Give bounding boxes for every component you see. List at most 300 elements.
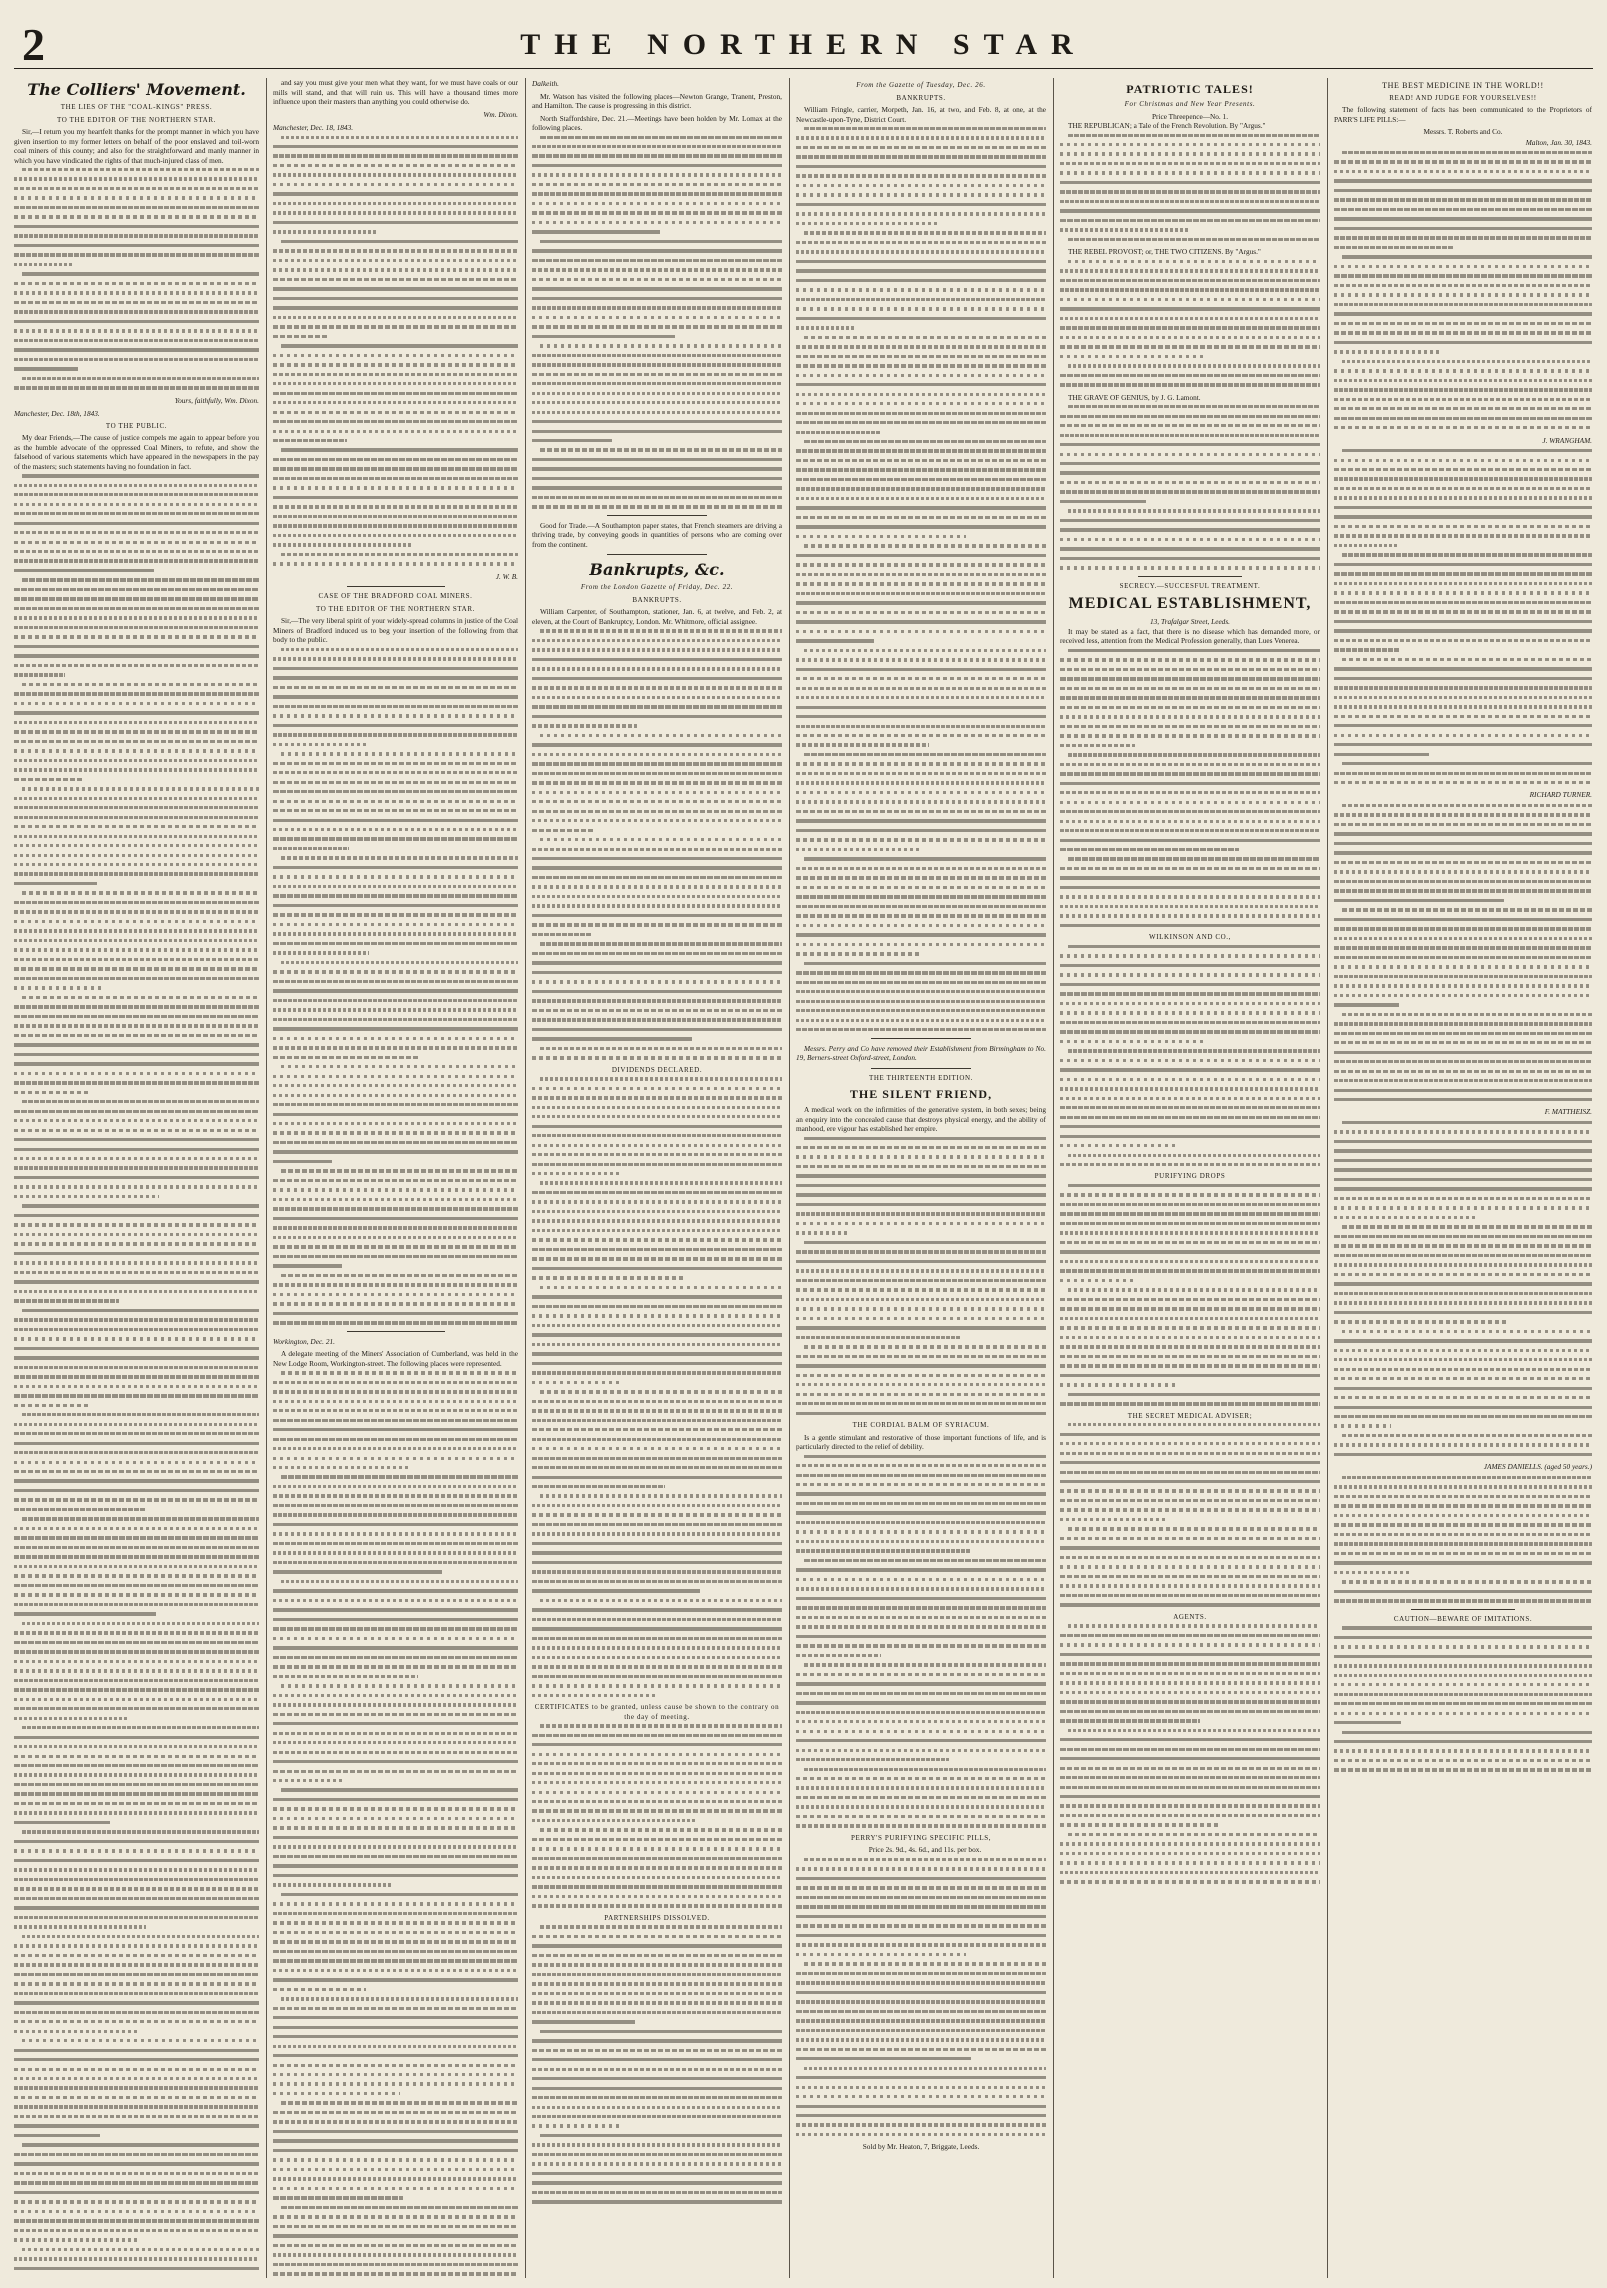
- text-line: [14, 1603, 259, 1606]
- text-line: [796, 1625, 1046, 1628]
- text-line: [532, 411, 782, 414]
- text-line: [273, 1950, 518, 1953]
- text-line: [796, 1578, 1046, 1581]
- text-line: [532, 895, 782, 898]
- article-dateline: Dalkeith.: [532, 79, 559, 88]
- text-line: [22, 891, 259, 894]
- letter-body: [1334, 449, 1592, 784]
- text-line: [14, 1043, 259, 1046]
- text-line: [796, 317, 1046, 320]
- text-line: [532, 1904, 782, 1907]
- text-line: [273, 439, 347, 442]
- article-body: [532, 629, 782, 1059]
- text-line: [273, 1084, 518, 1087]
- advert-body: [1060, 649, 1320, 927]
- text-line: [22, 272, 259, 275]
- text-line: [1334, 217, 1592, 220]
- text-line: [273, 1018, 518, 1021]
- text-line: [1334, 1368, 1592, 1371]
- advert-line: Price Threepence—No. 1.: [1151, 111, 1229, 121]
- text-line: [1334, 1523, 1592, 1526]
- text-line: [273, 2177, 518, 2180]
- text-line: [796, 639, 874, 642]
- text-line: [1060, 1307, 1320, 1310]
- text-line: [1334, 667, 1592, 670]
- text-line: [1060, 1068, 1320, 1071]
- text-line: [14, 854, 259, 857]
- text-line: [14, 1442, 259, 1445]
- text-line: [273, 913, 518, 916]
- text-line: [796, 743, 929, 746]
- text-line: [1060, 374, 1320, 377]
- text-line: [1060, 744, 1135, 747]
- text-line: [540, 1077, 782, 1080]
- text-line: [14, 1906, 259, 1909]
- text-line: [14, 929, 259, 932]
- text-line: [796, 212, 1046, 215]
- text-line: [14, 2200, 259, 2203]
- text-line: [14, 1859, 259, 1862]
- text-line: [532, 1009, 782, 1012]
- text-line: [273, 1217, 518, 1220]
- text-line: [532, 1857, 782, 1860]
- text-line: [273, 875, 518, 878]
- text-line: [273, 999, 518, 1002]
- text-line: [273, 1864, 518, 1867]
- column-4: [796, 78, 1046, 2278]
- text-line: [804, 440, 1046, 443]
- text-line: [273, 1694, 518, 1697]
- text-line: [1334, 1159, 1592, 1162]
- text-line: [14, 1963, 259, 1966]
- text-line: [796, 1483, 1046, 1486]
- text-line: [14, 958, 259, 961]
- text-line: [14, 2219, 259, 2222]
- article-body: [14, 168, 259, 390]
- text-line: [1060, 1106, 1320, 1109]
- text-line: [532, 971, 782, 974]
- text-line: [796, 1009, 1046, 1012]
- text-line: [1334, 946, 1592, 949]
- advert-body: [1060, 1423, 1320, 1607]
- text-line: [1060, 1002, 1320, 1005]
- text-line: [796, 1635, 1046, 1638]
- text-line: [532, 1144, 782, 1147]
- text-line: [1334, 1216, 1478, 1219]
- text-line: [273, 278, 518, 281]
- text-line: [1334, 1740, 1592, 1743]
- text-line: [532, 439, 612, 442]
- text-line: [1060, 772, 1320, 775]
- text-line: [532, 933, 592, 936]
- text-line: [1060, 1757, 1320, 1760]
- text-line: [796, 971, 1046, 974]
- text-line: [14, 1138, 259, 1141]
- text-line: [14, 702, 259, 705]
- text-line: [273, 2111, 518, 2114]
- text-line: [273, 1656, 518, 1659]
- text-line: [14, 1385, 259, 1388]
- text-line: [796, 1934, 1046, 1937]
- text-line: [1334, 870, 1592, 873]
- text-line: [14, 2162, 259, 2165]
- text-line: [273, 1513, 518, 1516]
- text-line: [14, 2096, 259, 2099]
- article-headline: THE LIES OF THE "COAL-KINGS" PRESS.: [60, 103, 213, 111]
- text-line: [273, 762, 518, 765]
- text-line: [273, 1485, 518, 1488]
- text-line: [273, 2196, 403, 2199]
- text-line: [1060, 1814, 1320, 1817]
- text-line: [796, 431, 881, 434]
- text-line: [532, 1809, 782, 1812]
- article-opening: My dear Friends,—The cause of justice compels me again to appear before you as the humble advocate of the oppressed Coal Miners, to refute, and show the falsehood of various statements which have appeared in the newspapers in the pay of the masters; such statements having no foundation in fact.: [14, 433, 259, 471]
- text-line: [796, 2019, 1046, 2022]
- text-line: [532, 173, 782, 176]
- text-line: [540, 942, 782, 945]
- text-line: [1334, 293, 1592, 296]
- text-line: [540, 136, 782, 139]
- text-line: [273, 1751, 518, 1754]
- text-line: [14, 1119, 259, 1122]
- text-line: [1060, 557, 1320, 560]
- text-line: [1334, 1273, 1592, 1276]
- advert-subhead: READ! AND JUDGE FOR YOURSELVES!!: [1389, 93, 1537, 102]
- text-line: [532, 1992, 782, 1995]
- text-line: [1334, 743, 1592, 746]
- text-line: [532, 1238, 782, 1241]
- text-line: [273, 1179, 518, 1182]
- text-line: [14, 1631, 259, 1634]
- text-line: [796, 867, 1046, 870]
- text-line: [1334, 1098, 1592, 1101]
- text-line: [796, 364, 1046, 367]
- text-line: [532, 1866, 782, 1869]
- text-line: [796, 1279, 1046, 1282]
- text-line: [1334, 813, 1592, 816]
- text-line: [22, 1622, 259, 1625]
- text-line: [532, 221, 782, 224]
- text-line: [532, 278, 782, 281]
- text-line: [14, 1773, 259, 1776]
- text-line: [1334, 1060, 1592, 1063]
- text-line: [14, 711, 259, 714]
- text-line: [1060, 1250, 1320, 1253]
- text-line: [273, 1381, 518, 1384]
- text-line: [532, 1772, 782, 1775]
- text-line: [796, 1943, 1046, 1946]
- text-line: [14, 187, 259, 190]
- text-line: [273, 667, 518, 670]
- text-line: [14, 1612, 156, 1615]
- text-line: [14, 654, 259, 657]
- text-line: [1060, 1556, 1320, 1559]
- text-line: [1060, 1260, 1320, 1263]
- text-line: [273, 1599, 518, 1602]
- text-line: [796, 1317, 1046, 1320]
- text-line: [532, 1580, 782, 1583]
- article-headline: CASE OF THE BRADFORD COAL MINERS.: [318, 592, 473, 601]
- text-line: [273, 1409, 518, 1412]
- text-line: [532, 639, 782, 642]
- article-body: [273, 648, 518, 1325]
- text-line: [1334, 487, 1592, 490]
- text-line: [14, 503, 259, 506]
- article-opening: William Fringle, carrier, Morpeth, Jan. 16, at two, and Feb. 8, at one, at the Newcastle-upon-Tyne, District Court.: [796, 105, 1046, 124]
- text-line: [796, 1991, 1046, 1994]
- text-line: [14, 797, 259, 800]
- text-line: [1334, 1187, 1592, 1190]
- text-line: [14, 977, 259, 980]
- text-line: [1060, 1852, 1320, 1855]
- text-line: [796, 620, 1046, 623]
- text-line: [532, 202, 782, 205]
- text-line: [1060, 1040, 1203, 1043]
- text-line: [1060, 715, 1320, 718]
- text-line: [532, 1885, 782, 1888]
- text-line: [1060, 1364, 1320, 1367]
- text-line: [1060, 500, 1146, 503]
- text-line: [14, 1157, 259, 1160]
- text-line: [796, 1260, 1046, 1263]
- text-line: [1060, 1461, 1320, 1464]
- text-line: [796, 2095, 1046, 2098]
- text-line: [796, 1867, 1046, 1870]
- text-line: [532, 1172, 620, 1175]
- text-line: [532, 1637, 782, 1640]
- text-line: [804, 231, 1046, 234]
- text-line: [532, 1627, 782, 1630]
- text-line: [273, 363, 518, 366]
- text-line: [273, 2016, 518, 2019]
- text-line: [796, 250, 1046, 253]
- text-line: [22, 168, 259, 171]
- text-line: [14, 329, 259, 332]
- text-line: [14, 1148, 259, 1151]
- text-line: [1342, 1434, 1592, 1437]
- text-line: [14, 597, 259, 600]
- text-line: [532, 1163, 782, 1166]
- text-line: [796, 895, 1046, 898]
- text-line: [532, 211, 782, 214]
- text-line: [14, 1707, 259, 1710]
- text-line: [273, 458, 518, 461]
- letter-signature: RICHARD TURNER.: [1529, 790, 1592, 800]
- text-line: [1060, 839, 1320, 842]
- text-line: [532, 2115, 782, 2118]
- text-line: [273, 534, 518, 537]
- text-line: [273, 894, 518, 897]
- text-line: [1060, 1842, 1320, 1845]
- text-line: [1334, 544, 1399, 547]
- text-line: [532, 373, 782, 376]
- text-line: [1060, 914, 1320, 917]
- advert-headline: THE BEST MEDICINE IN THE WORLD!!: [1382, 81, 1544, 90]
- text-line: [796, 781, 1046, 784]
- text-line: [796, 762, 1046, 765]
- text-line: [532, 1229, 782, 1232]
- text-line: [273, 259, 518, 262]
- text-line: [273, 1532, 518, 1535]
- letter-body: [1334, 804, 1592, 1101]
- text-line: [1334, 1387, 1592, 1390]
- article-body: [273, 1371, 518, 2278]
- text-line: [14, 2238, 139, 2241]
- advert-footer: Sold by Mr. Heaton, 7, Briggate, Leeds.: [862, 2142, 980, 2152]
- text-line: [1068, 1154, 1320, 1157]
- text-line: [796, 1165, 1046, 1168]
- text-line: [1342, 255, 1592, 258]
- text-line: [1334, 426, 1592, 429]
- text-line: [540, 2134, 782, 2137]
- text-line: [1060, 1776, 1320, 1779]
- text-line: [14, 2115, 259, 2118]
- text-line: [273, 2187, 518, 2190]
- text-line: [273, 325, 518, 328]
- advert-subhead: For Christmas and New Year Presents.: [1124, 100, 1256, 108]
- text-line: [273, 1293, 518, 1296]
- text-line: [796, 288, 1046, 291]
- text-line: [540, 2030, 782, 2033]
- text-line: [273, 306, 518, 309]
- text-line: [532, 1457, 782, 1460]
- text-line: [273, 354, 518, 357]
- text-line: [532, 1513, 782, 1516]
- text-line: [540, 1599, 782, 1602]
- text-line: [273, 1302, 518, 1305]
- text-line: [796, 1511, 1046, 1514]
- text-line: [796, 592, 1046, 595]
- text-line: [796, 1739, 1046, 1742]
- text-line: [273, 1703, 518, 1706]
- text-line: [1060, 1672, 1320, 1675]
- text-line: [273, 2007, 518, 2010]
- text-line: [804, 2067, 1046, 2070]
- text-line: [14, 882, 97, 885]
- text-line: [796, 478, 1046, 481]
- text-line: [22, 996, 259, 999]
- text-line: [273, 1874, 518, 1877]
- advert-body: [1060, 134, 1320, 242]
- text-line: [796, 1796, 1046, 1799]
- text-line: [1334, 1424, 1391, 1427]
- advert-body: [1060, 260, 1320, 387]
- text-line: [532, 1935, 782, 1938]
- text-line: [1342, 908, 1592, 911]
- text-line: [532, 1438, 782, 1441]
- text-line: [796, 1364, 1046, 1367]
- text-line: [532, 1694, 655, 1697]
- text-line: [14, 215, 259, 218]
- text-line: [796, 1701, 1046, 1704]
- text-line: [1334, 246, 1453, 249]
- text-line: [532, 1954, 782, 1957]
- text-line: [14, 910, 259, 913]
- advert-opening: Is a gentle stimulant and restorative of those important functions of life, and is particularly directed to the relief of debility.: [796, 1432, 1046, 1452]
- text-line: [540, 629, 782, 632]
- text-line: [273, 1931, 518, 1934]
- text-line: [1334, 1712, 1592, 1715]
- text-line: [1334, 639, 1592, 642]
- text-line: [540, 1390, 782, 1393]
- text-line: [14, 1840, 259, 1843]
- advert-body: [1060, 1624, 1320, 1883]
- text-line: [532, 696, 782, 699]
- text-line: [273, 515, 518, 518]
- section-title-bankrupts: Bankrupts, &c.: [589, 560, 725, 580]
- text-line: [273, 847, 349, 850]
- text-line: [1334, 984, 1592, 987]
- text-line: [14, 1356, 259, 1359]
- text-line: [1334, 1599, 1592, 1602]
- text-line: [796, 355, 1046, 358]
- text-line: [1060, 1097, 1320, 1100]
- text-line: [14, 616, 259, 619]
- text-line: [532, 1305, 782, 1308]
- text-line: [273, 1589, 518, 1592]
- text-line: [14, 1555, 259, 1558]
- text-line: [1334, 880, 1592, 883]
- text-line: [1334, 274, 1592, 277]
- text-line: [1060, 658, 1320, 661]
- text-line: [1342, 804, 1592, 807]
- text-line: [1334, 1292, 1592, 1295]
- text-line: [532, 1210, 782, 1213]
- text-line: [14, 484, 259, 487]
- text-line: [273, 2272, 518, 2275]
- text-line: [273, 904, 518, 907]
- text-line: [273, 2073, 518, 2076]
- text-line: [796, 1174, 1046, 1177]
- text-line: [1060, 228, 1190, 231]
- text-line: [281, 1580, 518, 1583]
- text-line: [14, 825, 259, 828]
- text-line: [1060, 298, 1320, 301]
- text-line: [14, 2001, 259, 2004]
- text-line: [532, 999, 782, 1002]
- text-line: [14, 2191, 259, 2194]
- text-line: [14, 730, 259, 733]
- text-line: [273, 1618, 518, 1621]
- text-line: [1334, 515, 1592, 518]
- text-line: [1334, 1254, 1592, 1257]
- text-line: [796, 402, 1046, 405]
- text-line: [532, 1115, 782, 1118]
- text-line: [1334, 620, 1592, 623]
- text-line: [796, 260, 1046, 263]
- text-line: [796, 222, 939, 225]
- text-line: [1060, 307, 1320, 310]
- text-line: [1060, 453, 1320, 456]
- text-line: [532, 1589, 700, 1592]
- text-line: [281, 1788, 518, 1791]
- text-line: [273, 1969, 518, 1972]
- text-line: [14, 1005, 259, 1008]
- text-line: [1060, 1241, 1320, 1244]
- text-line: [273, 686, 518, 689]
- text-line: [22, 1204, 259, 1207]
- text-line: [796, 2029, 1046, 2032]
- text-line: [22, 1413, 259, 1416]
- text-line: [1060, 1374, 1320, 1377]
- text-line: [1334, 331, 1592, 334]
- text-line: [1060, 1011, 1320, 1014]
- text-line: [796, 1711, 1046, 1714]
- text-line: [532, 316, 782, 319]
- text-line: [796, 468, 1046, 471]
- text-line: [532, 904, 782, 907]
- text-line: [532, 2191, 782, 2194]
